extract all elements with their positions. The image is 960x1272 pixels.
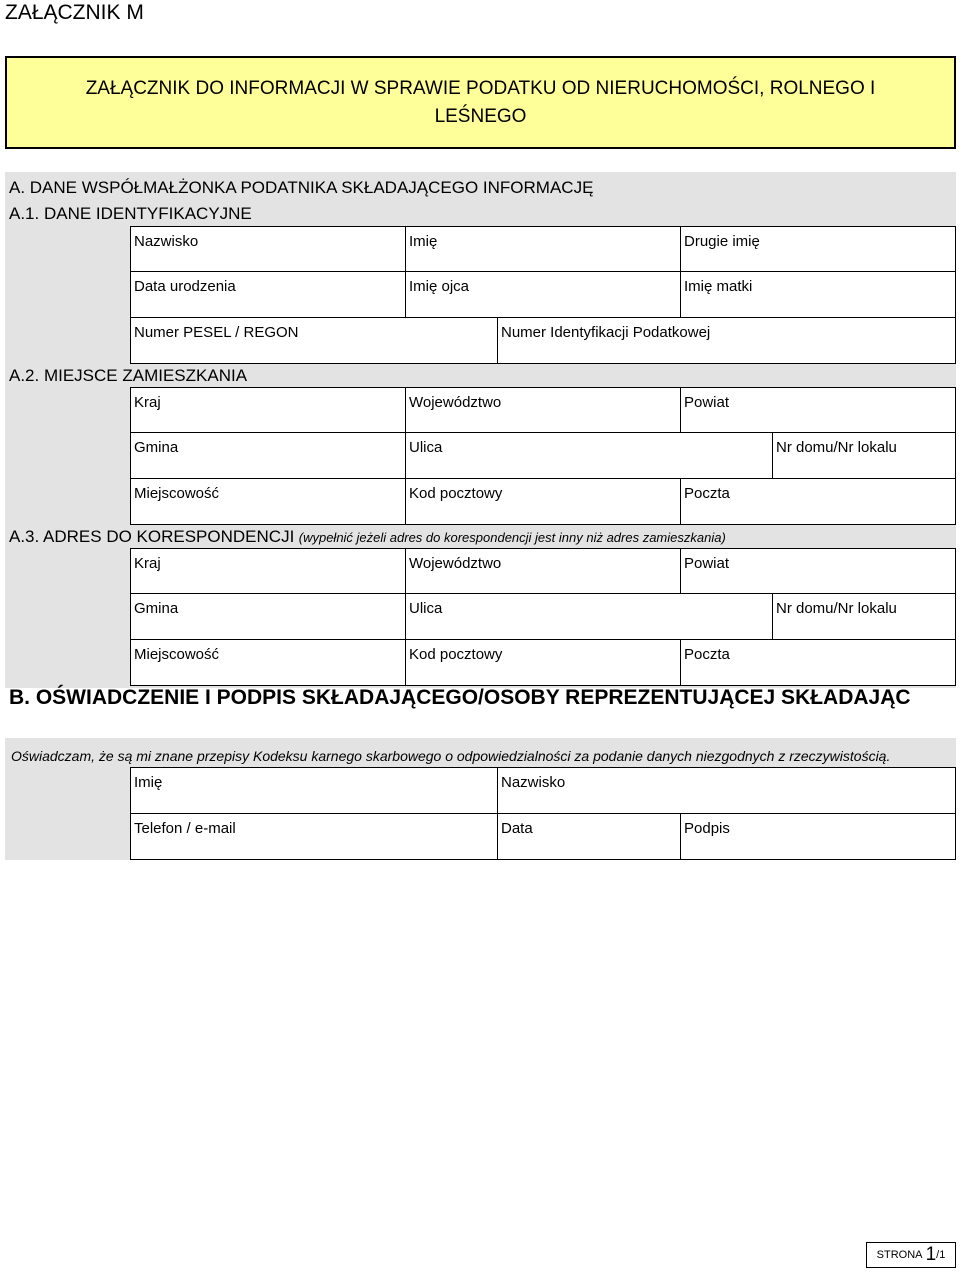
section-a2-title: A.2. MIEJSCE ZAMIESZKANIA bbox=[9, 366, 248, 385]
second-name-field[interactable]: Drugie imię bbox=[680, 226, 956, 272]
a2-post-office-field[interactable]: Poczta bbox=[680, 478, 956, 525]
section-a1-title: A.1. DANE IDENTYFIKACYJNE bbox=[9, 204, 252, 223]
a3-voivodeship-field[interactable]: Województwo bbox=[405, 548, 681, 594]
a2-county-field[interactable]: Powiat bbox=[680, 387, 956, 433]
surname-field[interactable]: Nazwisko bbox=[130, 226, 406, 272]
section-b-title: B. OŚWIADCZENIE I PODPIS SKŁADAJĄCEGO/OSOBY REPREZENTUJĄCEJ SKŁADAJĄC bbox=[9, 686, 911, 709]
birth-date-field[interactable]: Data urodzenia bbox=[130, 271, 406, 318]
a3-post-office-field[interactable]: Poczta bbox=[680, 639, 956, 686]
page-current: 1 bbox=[925, 1244, 937, 1265]
a3-postal-code-field[interactable]: Kod pocztowy bbox=[405, 639, 681, 686]
a2-house-no-field[interactable]: Nr domu/Nr lokalu bbox=[772, 432, 956, 479]
a2-country-field[interactable]: Kraj bbox=[130, 387, 406, 433]
section-a-title: A. DANE WSPÓŁMAŁŻONKA PODATNIKA SKŁADAJĄCEGO INFORMACJĘ bbox=[9, 178, 594, 197]
pesel-field[interactable]: Numer PESEL / REGON bbox=[130, 317, 498, 364]
b-first-name-field[interactable]: Imię bbox=[130, 767, 498, 814]
a3-county-field[interactable]: Powiat bbox=[680, 548, 956, 594]
page-label: STRONA bbox=[876, 1249, 923, 1261]
a2-commune-field[interactable]: Gmina bbox=[130, 432, 406, 479]
document-title: ZAŁĄCZNIK M bbox=[5, 1, 144, 24]
b-phone-email-field[interactable]: Telefon / e-mail bbox=[130, 813, 498, 860]
nip-field[interactable]: Numer Identyfikacji Podatkowej bbox=[497, 317, 956, 364]
form-header-title: ZAŁĄCZNIK DO INFORMACJI W SPRAWIE PODATKU OD NIERUCHOMOŚCI, ROLNEGO I LEŚNEGO bbox=[85, 77, 876, 127]
a3-commune-field[interactable]: Gmina bbox=[130, 593, 406, 640]
a2-city-field[interactable]: Miejscowość bbox=[130, 478, 406, 525]
a2-street-field[interactable]: Ulica bbox=[405, 432, 773, 479]
section-a3-heading bbox=[9, 527, 726, 547]
first-name-field[interactable]: Imię bbox=[405, 226, 681, 272]
father-name-field[interactable]: Imię ojca bbox=[405, 271, 681, 318]
section-a3-hint: (wypełnić jeżeli adres do korespondencji jest inny niż adres zamieszkania) bbox=[298, 530, 726, 545]
b-date-field[interactable]: Data bbox=[497, 813, 681, 860]
page-total: /1 bbox=[936, 1249, 946, 1261]
a3-city-field[interactable]: Miejscowość bbox=[130, 639, 406, 686]
b-surname-field[interactable]: Nazwisko bbox=[497, 767, 956, 814]
b-signature-field[interactable]: Podpis bbox=[680, 813, 956, 860]
mother-name-field[interactable]: Imię matki bbox=[680, 271, 956, 318]
declaration-text: Oświadczam, że są mi znane przepisy Kodeksu karnego skarbowego o odpowiedzialności za podanie danych niezgodnych z rzeczywistością. bbox=[11, 748, 891, 764]
a3-street-field[interactable]: Ulica bbox=[405, 593, 773, 640]
a2-postal-code-field[interactable]: Kod pocztowy bbox=[405, 478, 681, 525]
a3-house-no-field[interactable]: Nr domu/Nr lokalu bbox=[772, 593, 956, 640]
a2-voivodeship-field[interactable]: Województwo bbox=[405, 387, 681, 433]
section-a3-title: A.3. ADRES DO KORESPONDENCJI bbox=[9, 527, 295, 546]
form-header bbox=[5, 56, 956, 149]
page-number-box bbox=[866, 1242, 956, 1268]
a3-country-field[interactable]: Kraj bbox=[130, 548, 406, 594]
